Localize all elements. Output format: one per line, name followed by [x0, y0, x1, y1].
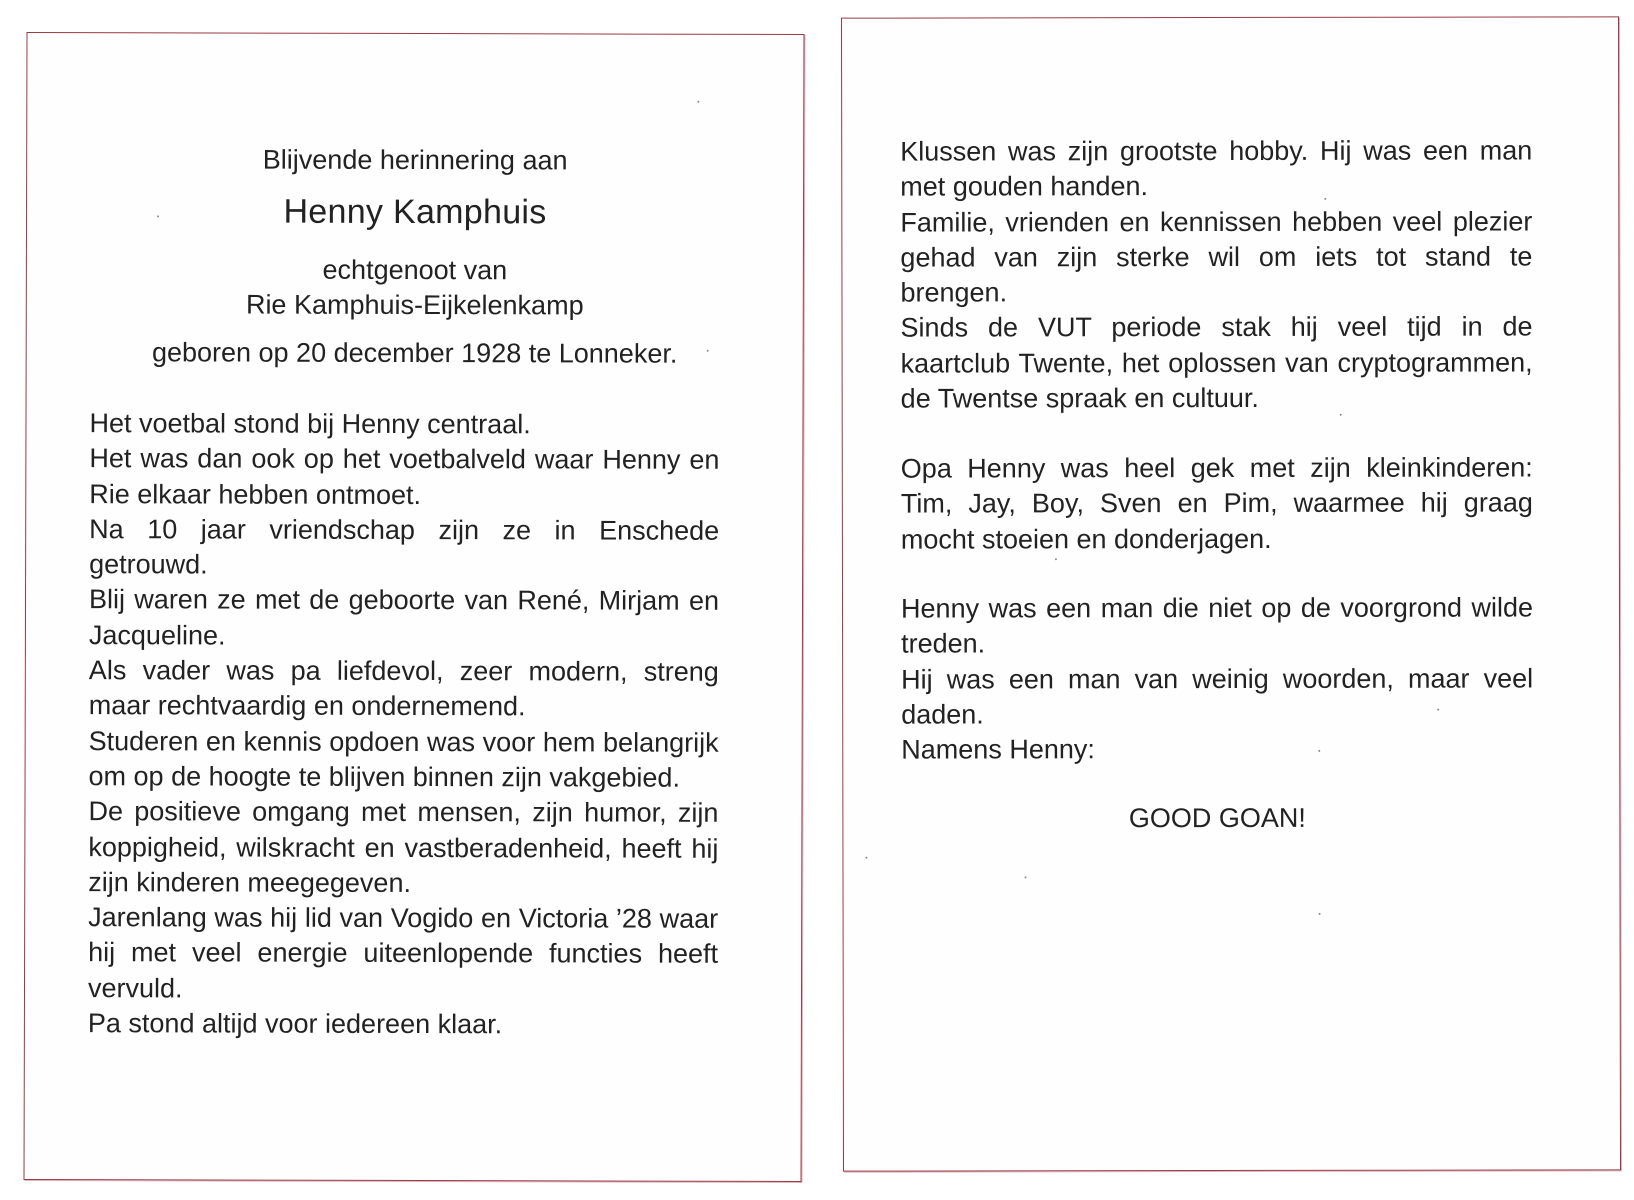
scan-speck: [1340, 414, 1342, 416]
bio-paragraph: Studeren en kennis opdoen was voor hem belangrijk om op de hoogte te blijven binnen zijn vakgebied.: [88, 725, 719, 793]
memorial-card-left: [23, 32, 804, 1182]
bio-paragraph: Het was dan ook op het voetbalveld waar Henny en Rie elkaar hebben ontmoet.: [89, 443, 720, 510]
text-paragraph: Sinds de VUT periode stak hij veel tijd in de kaartclub Twente, het oplossen van cryptogrammen, de Twentse spraak en cultuur.: [900, 311, 1533, 414]
text-paragraph: Namens Henny:: [901, 734, 1095, 765]
bio-paragraph: Het voetbal stond bij Henny centraal.: [89, 408, 531, 440]
scan-speck: [1319, 913, 1321, 915]
text-paragraph: Familie, vrienden en kennissen hebben veel plezier gehad van zijn sterke wil om iets tot stand te brengen.: [900, 206, 1533, 308]
bio-paragraph: Als vader was pa liefdevol, zeer modern, streng maar rechtvaardig en ondernemend.: [88, 655, 719, 722]
scan-speck: [865, 857, 867, 859]
biography-text: [88, 406, 720, 1043]
bio-paragraph: Pa stond altijd voor iedereen klaar.: [87, 1008, 503, 1040]
bio-paragraph: Jarenlang was hij lid van Vogido en Victoria ’28 waar hij met veel energie uiteenlopende functies heeft vervuld.: [87, 902, 719, 1004]
scan-speck: [1055, 558, 1057, 560]
bio-paragraph: Na 10 jaar vriendschap zijn ze in Enschede getrouwd.: [89, 514, 720, 580]
spouse-name: Rie Kamphuis-Eijkelenkamp: [245, 289, 584, 321]
scan-speck: [157, 215, 159, 217]
bio-paragraph: De positieve omgang met mensen, zijn humor, zijn koppigheid, wilskracht en vastberadenheid, heeft hij zijn kinderen meegegeven.: [88, 796, 719, 898]
scan-speck: [697, 101, 699, 103]
memorial-card-right: [841, 16, 1621, 1171]
grandchildren-text: [901, 450, 1533, 557]
scan-speck: [1024, 876, 1026, 878]
text-paragraph: Hij was een man van weinig woorden, maar veel daden.: [901, 663, 1534, 730]
scan-speck: [707, 350, 709, 352]
closing-line: GOOD GOAN!: [1128, 802, 1306, 834]
deceased-name: Henny Kamphuis: [283, 192, 547, 232]
scan-speck: [1437, 709, 1439, 711]
text-paragraph: Opa Henny was heel gek met zijn kleinkinderen: Tim, Jay, Boy, Sven en Pim, waarmee hij graag mocht stoeien en donderjagen.: [900, 452, 1533, 555]
text-paragraph: Klussen was zijn grootste hobby. Hij was een man met gouden handen.: [900, 135, 1533, 202]
scan-speck: [1324, 198, 1326, 200]
text-paragraph: Henny was een man die niet op de voorgrond wilde treden.: [900, 592, 1534, 659]
birth-line: geboren op 20 december 1928 te Lonneker.: [151, 337, 678, 369]
character-text: [901, 590, 1533, 768]
scan-speck: [1318, 750, 1320, 752]
spouse-label: echtgenoot van: [322, 254, 508, 286]
intro-line: Blijvende herinnering aan: [262, 144, 568, 176]
bio-paragraph: Blij waren ze met de geboorte van René, Mirjam en Jacqueline.: [88, 584, 720, 651]
hobbies-text: [900, 133, 1532, 416]
